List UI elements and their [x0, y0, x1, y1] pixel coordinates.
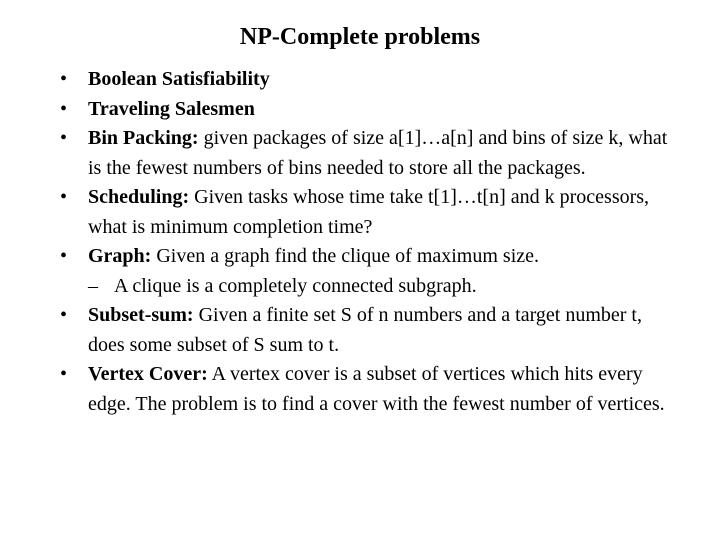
bullet-label: Bin Packing: [88, 127, 199, 149]
bullet-label: Scheduling: [88, 186, 190, 208]
bullet-item-traveling-salesmen [60, 95, 675, 125]
bullet-label: Subset-sum: [88, 304, 194, 326]
bullet-icon: • [60, 186, 68, 208]
bullet-icon: • [60, 363, 68, 385]
bullet-icon: • [60, 68, 68, 90]
sub-bullet-text: A clique is a completely connected subgraph. [114, 274, 477, 297]
bullet-item-graph [60, 242, 675, 272]
bullet-text: given packages of size a[1]…a[n] and bins of size k, what is the fewest numbers of bins needed to store all the packages. [88, 127, 668, 179]
bullet-item-subset-sum [60, 301, 675, 360]
bullet-item-boolean-satisfiability [60, 65, 675, 95]
sub-bullet-clique-definition [60, 272, 675, 302]
slide-title: NP-Complete problems [239, 24, 481, 50]
bullet-item-vertex-cover [60, 360, 675, 419]
bullet-icon: • [60, 127, 68, 149]
bullet-item-scheduling [60, 183, 675, 242]
bullet-text: Given tasks whose time take t[1]…t[n] and k processors, what is minimum completion time? [88, 186, 650, 238]
bullet-icon: • [60, 245, 68, 267]
bullet-text: Given a graph find the clique of maximum size. [151, 245, 540, 267]
dash-icon: – [88, 274, 98, 297]
bullet-item-bin-packing [60, 124, 675, 183]
bullet-label: Traveling Salesmen [88, 97, 255, 120]
bullet-text: A vertex cover is a subset of vertices which hits every edge. The problem is to find a cover with the fewest number of vertices. [88, 363, 665, 415]
bullet-label: Vertex Cover: [88, 363, 208, 385]
bullet-icon: • [60, 97, 68, 120]
bullet-list [60, 65, 675, 419]
bullet-icon: • [60, 304, 68, 326]
bullet-label: Boolean Satisfiability [88, 68, 270, 90]
bullet-text: Given a finite set S of n numbers and a target number t, does some subset of S sum to t. [88, 304, 642, 356]
bullet-label: Graph: [88, 245, 152, 267]
